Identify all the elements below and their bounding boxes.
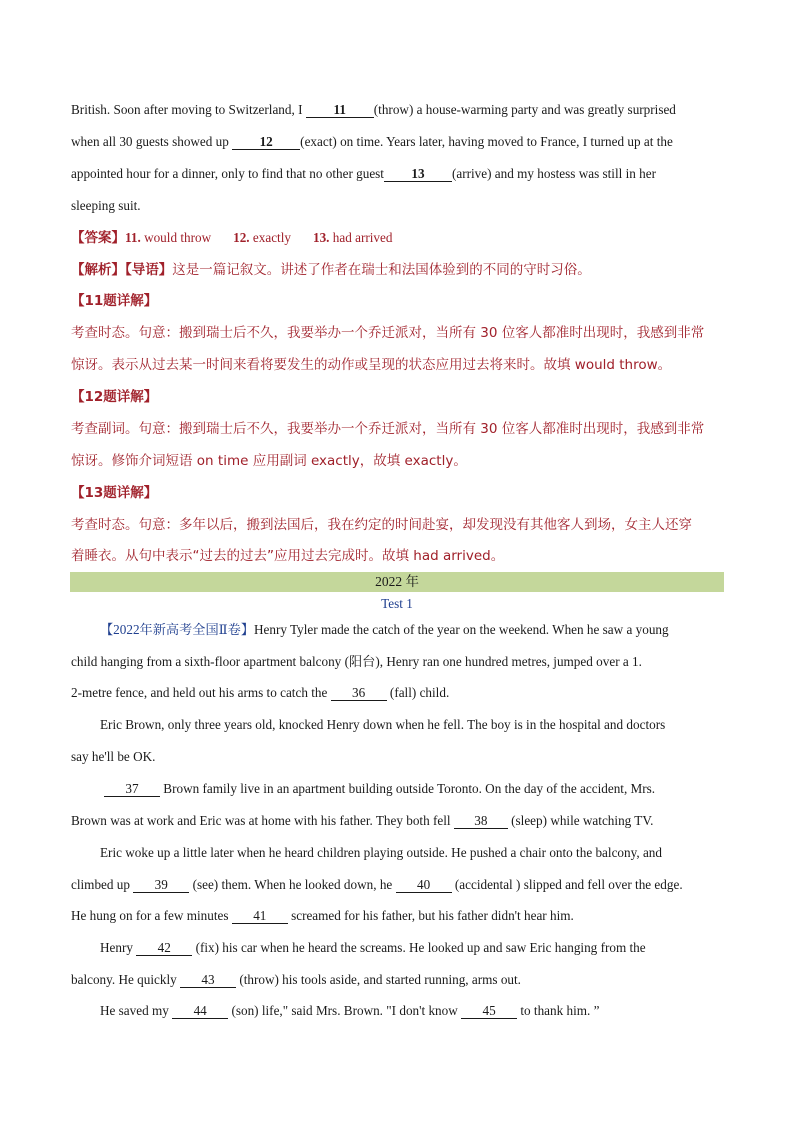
text: balcony. He quickly: [71, 972, 181, 987]
blank-39: 39: [133, 877, 189, 893]
answer-num: 12.: [233, 230, 250, 245]
answer-12: exactly: [249, 230, 291, 245]
year-band: 2022 年: [70, 572, 724, 592]
passage1-line-1: [71, 101, 676, 119]
text: (fall) child.: [386, 685, 450, 700]
passage2-line-11: [100, 939, 646, 957]
q13-header: 【13题详解】: [71, 485, 158, 501]
blank-44: 44: [172, 1003, 228, 1019]
passage2-line-3: [71, 684, 449, 702]
intro-text: 这是一篇记叙文。讲述了作者在瑞士和法国体验到的不同的守时习俗。: [172, 262, 591, 278]
blank-12: 12: [232, 134, 300, 150]
text: He saved my: [100, 1003, 173, 1018]
blank-36: 36: [331, 685, 387, 701]
analysis-intro: [71, 261, 591, 279]
source-label: 【2022年新高考全国Ⅱ卷】: [100, 622, 255, 637]
blank-41: 41: [232, 908, 288, 924]
text: to thank him. ”: [517, 1003, 600, 1018]
text: (sleep) while watching TV.: [507, 813, 654, 828]
text: climbed up: [71, 877, 134, 892]
passage1-line-2: [71, 133, 673, 151]
text: British. Soon after moving to Switzerland, I: [71, 102, 306, 117]
answer-num: 11.: [125, 230, 141, 245]
passage2-line-4: Eric Brown, only three years old, knocked Henry down when he fell. The boy is in the hospital and doctors: [100, 717, 666, 732]
text: (son) life," said Mrs. Brown. "I don't know: [228, 1003, 462, 1018]
text: Henry Tyler made the catch of the year on the weekend. When he saw a young: [254, 622, 669, 637]
text: (exact) on time. Years later, having moved to France, I turned up at the: [300, 134, 673, 149]
text: when all 30 guests showed up: [71, 134, 233, 149]
passage2-line-5: say he'll be OK.: [71, 749, 156, 764]
passage2-line-2: child hanging from a sixth-floor apartment balcony (阳台), Henry ran one hundred metres, jumped over a 1.: [71, 654, 642, 669]
blank-45: 45: [461, 1003, 517, 1019]
text: (accidental ) slipped and fell over the edge.: [451, 877, 683, 892]
q12-line-1: 考查副词。句意：搬到瑞士后不久，我要举办一个乔迁派对，当所有 30 位客人都准时出现时，我感到非常: [71, 421, 705, 437]
blank-38: 38: [454, 813, 508, 829]
text: (arrive) and my hostess was still in her: [451, 166, 656, 181]
analysis-label: 【解析】: [71, 262, 125, 278]
passage1-line-3: [71, 165, 656, 183]
blank-13: 13: [384, 166, 452, 182]
test-title: Test 1: [381, 596, 413, 611]
answer-label: 【答案】: [71, 230, 125, 246]
passage2-line-1: [100, 621, 669, 639]
text: 2-metre fence, and held out his arms to catch the: [71, 685, 331, 700]
q13-line-2: 着睡衣。从句中表示“过去的过去”应用过去完成时。故填 had arrived。: [71, 548, 505, 564]
text: Henry: [100, 940, 137, 955]
text: appointed hour for a dinner, only to find that no other guest: [71, 166, 384, 181]
passage2-line-9: [71, 876, 683, 894]
intro-label: 【导语】: [125, 262, 173, 278]
blank-37: 37: [104, 781, 160, 797]
q13-line-1: 考查时态。句意：多年以后，搬到法国后，我在约定的时间赴宴，却发现没有其他客人到场，女主人还穿: [71, 517, 692, 533]
blank-43: 43: [180, 972, 236, 988]
q12-line-2: 惊讶。修饰介词短语 on time 应用副词 exactly，故填 exactly。: [71, 453, 467, 469]
answer-line: [71, 229, 392, 247]
answer-13: had arrived: [329, 230, 393, 245]
text: Brown family live in an apartment building outside Toronto. On the day of the accident, Mrs.: [160, 781, 656, 796]
passage2-line-7: [71, 812, 653, 830]
passage1-line-4: sleeping suit.: [71, 198, 141, 213]
text: Brown was at work and Eric was at home with his father. They both fell: [71, 813, 454, 828]
text: He hung on for a few minutes: [71, 908, 232, 923]
blank-11: 11: [306, 102, 374, 118]
passage2-line-6: [104, 780, 655, 798]
blank-42: 42: [136, 940, 192, 956]
text: (see) them. When he looked down, he: [189, 877, 396, 892]
q11-line-2: 惊讶。表示从过去某一时间来看将要发生的动作或呈现的状态应用过去将来时。故填 would throw。: [71, 357, 672, 373]
answer-num: 13.: [312, 230, 330, 245]
passage2-line-8: Eric woke up a little later when he heard children playing outside. He pushed a chair onto the balcony, and: [100, 845, 662, 860]
passage2-line-13: [100, 1002, 600, 1020]
text: (fix) his car when he heard the screams. He looked up and saw Eric hanging from the: [192, 940, 646, 955]
q11-header: 【11题详解】: [71, 293, 158, 309]
passage2-line-12: [71, 971, 521, 989]
q12-header: 【12题详解】: [71, 389, 158, 405]
answer-11: would throw: [140, 230, 212, 245]
q11-line-1: 考查时态。句意：搬到瑞士后不久，我要举办一个乔迁派对，当所有 30 位客人都准时出现时，我感到非常: [71, 325, 705, 341]
text: (throw) a house-warming party and was greatly surprised: [373, 102, 676, 117]
passage2-line-10: [71, 907, 574, 925]
text: screamed for his father, but his father didn't hear him.: [287, 908, 574, 923]
blank-40: 40: [396, 877, 452, 893]
text: (throw) his tools aside, and started running, arms out.: [236, 972, 521, 987]
